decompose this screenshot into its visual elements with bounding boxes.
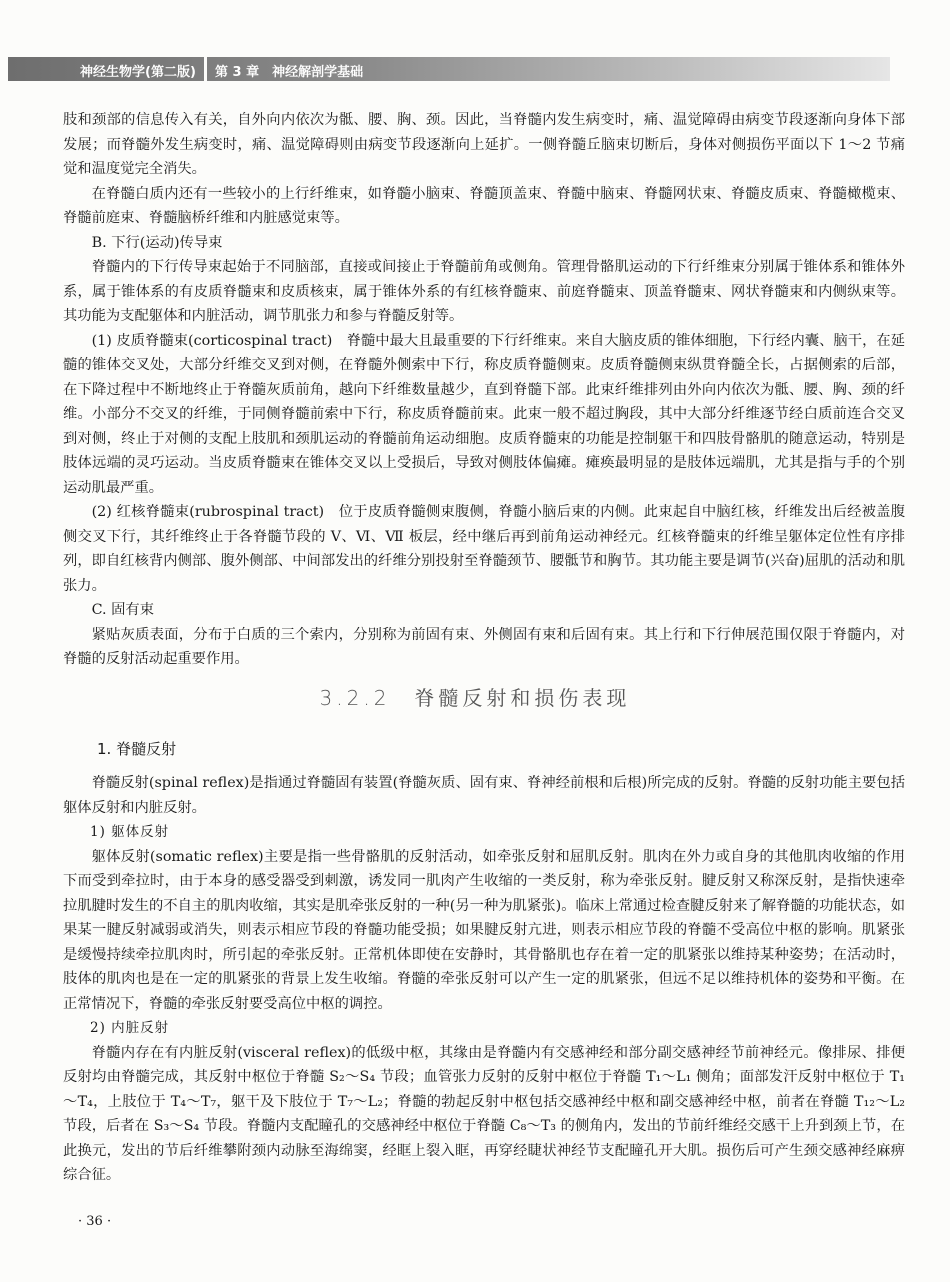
subheading-visceral: 2) 内脏反射 [90, 1020, 170, 1036]
page-number: · 36 · [78, 1214, 112, 1229]
section-title: 3.2.2 脊髓反射和损伤表现 [319, 686, 631, 710]
paragraph: 脊髓内的下行传导束起始于不同脑部，直接或间接止于脊髓前角或侧角。管理骨骼肌运动的下行纤维束分别属于锥体系和锥体外系，属于锥体系的有皮质脊髓束和皮质核束，属于锥体外系的有红核脊髓束、前庭脊髓束、顶盖脊髓束、网状脊髓束和内侧纵束等。其功能为支配躯体和内脏活动，调节肌张力和参与脊髓反射等。 [63, 259, 905, 324]
paragraph-visceral: 脊髓内存在有内脏反射(visceral reflex)的低级中枢，其缘由是脊髓内有交感神经和部分副交感神经节前神经元。像排尿、排便反射均由脊髓完成，其反射中枢位于脊髓 S₂～S₄ 节段；血管张力反射的反射中枢位于脊髓 T₁～L₁ 侧角；面部发汗反射中枢位于 T₁～T₄，上肢位于 T₄～T₇，躯干及下肢位于 T₇～L₂；脊髓的勃起反射中枢包括交感神经中枢和副交感神经中枢，前者在脊髓 T₁₂～L₂ 节段，后者在 S₃～S₄ 节段。脊髓内支配瞳孔的交感神经中枢位于脊髓 C₈～T₃ 的侧角内，发出的节前纤维经交感干上升到颈上节，在此换元，发出的节后纤维攀附颈内动脉至海绵窦，经眶上裂入眶，再穿经睫状神经节支配瞳孔开大肌。损伤后可产生颈交感神经麻痹综合征。 [63, 1044, 905, 1183]
book-title: 神经生物学(第二版) [80, 65, 196, 80]
paragraph: 紧贴灰质表面，分布于白质的三个索内，分别称为前固有束、外侧固有束和后固有束。其上行和下行伸展范围仅限于脊髓内，对脊髓的反射活动起重要作用。 [63, 626, 905, 667]
paragraph: 肢和颈部的信息传入有关，自外向内依次为骶、腰、胸、颈。因此，当脊髓内发生病变时，痛、温觉障碍由病变节段逐渐向身体下部发展；而脊髓外发生病变时，痛、温觉障碍则由病变节段逐渐向上延扩。一侧脊髓丘脑束切断后，身体对侧损伤平面以下 1～2 节痛觉和温度觉完全消失。 [63, 112, 905, 177]
subheading-b: B. 下行(运动)传导束 [91, 234, 223, 251]
chapter-title: 第 3 章 神经解剖学基础 [215, 65, 364, 80]
header-divider [204, 57, 207, 81]
body-text-top [63, 108, 905, 672]
paragraph-rubrospinal: (2) 红核脊髓束(rubrospinal tract) 位于皮质脊髓侧束腹侧，脊髓小脑后束的内侧。此束起自中脑红核，纤维发出后经被盖腹侧交叉下行，其纤维终止于各脊髓节段的 Ⅴ、Ⅵ、Ⅶ 板层，经中继后再到前角运动神经元。红核脊髓束的纤维呈躯体定位性有序排列，即自红核背内侧部、腹外侧部、中间部发出的纤维分别投射至脊髓颈节、腰骶节和胸节。其功能主要是调节(兴奋)屈肌的活动和肌张力。 [63, 504, 905, 594]
subheading-somatic: 1) 躯体反射 [90, 824, 170, 840]
running-header [8, 57, 890, 81]
paragraph-somatic: 躯体反射(somatic reflex)主要是指一些骨骼肌的反射活动，如牵张反射和屈肌反射。肌肉在外力或自身的其他肌肉收缩的作用下而受到牵拉时，由于本身的感受器受到刺激，诱发同一肌肉产生收缩的一类反射，称为牵张反射。腱反射又称深反射，是指快速牵拉肌腱时发生的不自主的肌肉收缩，其实是肌牵张反射的一种(另一种为肌紧张)。临床上常通过检查腱反射来了解脊髓的功能状态，如果某一腱反射减弱或消失，则表示相应节段的脊髓功能受损；如果腱反射亢进，则表示相应节段的脊髓不受高位中枢的影响。肌紧张是缓慢持续牵拉肌肉时，所引起的牵张反射。正常机体即使在安静时，其骨骼肌也存在着一定的肌紧张以维持某种姿势；在活动时，肢体的肌肉也是在一定的肌紧张的背景上发生收缩。脊髓的牵张反射可以产生一定的肌紧张，但远不足以维持机体的姿势和平衡。在正常情况下，脊髓的牵张反射要受高位中枢的调控。 [63, 848, 905, 1012]
paragraph: 在脊髓白质内还有一些较小的上行纤维束，如脊髓小脑束、脊髓顶盖束、脊髓中脑束、脊髓网状束、脊髓皮质束、脊髓橄榄束、脊髓前庭束、脊髓脑桥纤维和内脏感觉束等。 [63, 185, 905, 226]
subheading-c: C. 固有束 [91, 602, 155, 618]
paragraph: 脊髓反射(spinal reflex)是指通过脊髓固有装置(脊髓灰质、固有束、脊神经前根和后根)所完成的反射。脊髓的反射功能主要包括躯体反射和内脏反射。 [63, 775, 905, 816]
paragraph-corticospinal: (1) 皮质脊髓束(corticospinal tract) 脊髓中最大且最重要的下行纤维束。来自大脑皮质的锥体细胞，下行经内囊、脑干，在延髓的锥体交叉处，大部分纤维交叉到对侧，在脊髓外侧索中下行，称皮质脊髓侧束。皮质脊髓侧束纵贯脊髓全长，占据侧索的后部，在下降过程中不断地终止于脊髓灰质前角，越向下纤维数量越少，直到脊髓下部。此束纤维排列由外向内依次为骶、腰、胸、颈的纤维。小部分不交叉的纤维，于同侧脊髓前索中下行，称皮质脊髓前束。此束一般不超过胸段，其中大部分纤维逐节经白质前连合交叉到对侧，终止于对侧的支配上肢肌和颈肌运动的脊髓前角运动细胞。皮质脊髓束的功能是控制躯干和四肢骨骼肌的随意运动，特别是肢体远端的灵巧运动。当皮质脊髓束在锥体交叉以上受损后，导致对侧肢体偏瘫。瘫痪最明显的是肢体远端肌，尤其是指与手的个别运动肌最严重。 [63, 332, 905, 496]
body-text-bottom [63, 771, 905, 1188]
item-heading: 1. 脊髓反射 [97, 740, 177, 758]
